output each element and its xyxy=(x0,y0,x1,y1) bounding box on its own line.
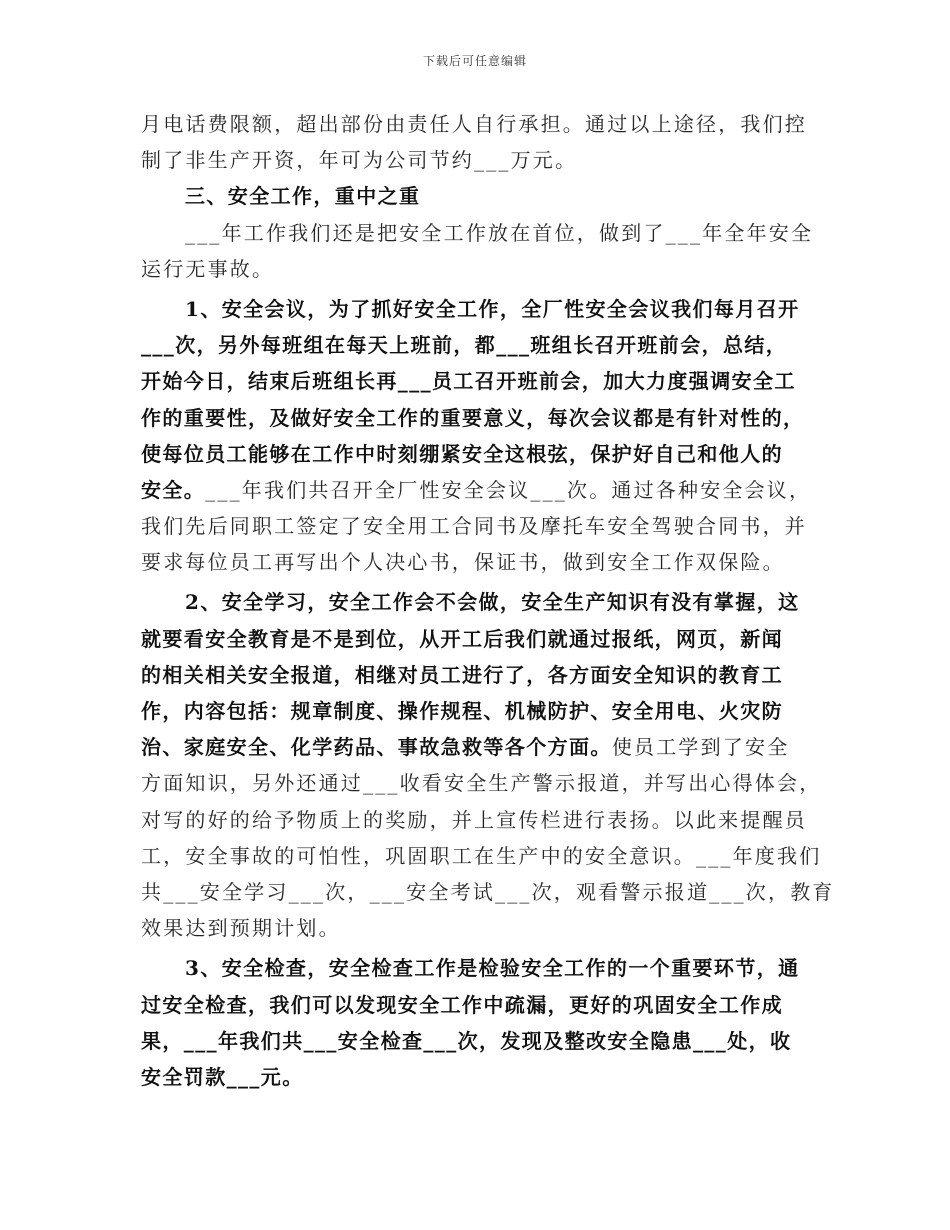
paragraph-line: 效果达到预期计划。 xyxy=(141,916,341,941)
paragraph-line: 的相关相关安全报道，相继对员工进行了，各方面安全知识的教育工 xyxy=(141,662,783,687)
section-heading: 三、安全工作，重中之重 xyxy=(185,184,421,209)
paragraph-line: 方面知识，另外还通过___收看安全生产警示报道，并写出心得体会， xyxy=(141,771,822,796)
paragraph-line: 月电话费限额，超出部份由责任人自行承担。通过以上途径，我们控 xyxy=(141,112,807,136)
paragraph-line: 2、安全学习，安全工作会不会做，安全生产知识有没有掌握，这 xyxy=(185,590,800,615)
paragraph-line: 工，安全事故的可怕性，巩固职工在生产中的安全意识。___年度我们 xyxy=(141,843,822,868)
paragraph-line-bold-part: 安全。 xyxy=(141,477,206,502)
paragraph-line xyxy=(141,472,813,508)
paragraph-line: 安全罚款___元。 xyxy=(141,1064,304,1089)
paragraph-line: 对写的好的给予物质上的奖励，并上宣传栏进行表扬。以此来提醒员 xyxy=(141,807,807,832)
paragraph-line: 果，___年我们共___安全检查___次，发现及整改安全隐患___处，收 xyxy=(141,1028,792,1053)
paragraph-line: 我们先后同职工签定了安全用工合同书及摩托车安全驾驶合同书，并 xyxy=(141,514,807,539)
paragraph-line-normal-part: 使员工学到了安全 xyxy=(611,735,790,760)
paragraph-line: 制了非生产开资，年可为公司节约___万元。 xyxy=(141,148,578,173)
paragraph-line: 作的重要性，及做好安全工作的重要意义，每次会议都是有针对性的， xyxy=(141,405,805,430)
paragraph-line: 运行无事故。 xyxy=(141,256,275,281)
paragraph-line: 作，内容包括：规章制度、操作规程、机械防护、安全用电、火灾防 xyxy=(141,699,783,723)
paragraph-line: 开始今日，结束后班组长再___员工召开班前会，加大力度强调安全工 xyxy=(141,369,796,394)
paragraph-line-normal-part: ___年我们共召开全厂性安全会议___次。通过各种安全会议， xyxy=(205,477,812,502)
header-note: 下载后可任意编辑 xyxy=(422,54,527,68)
paragraph-line xyxy=(141,729,813,765)
paragraph-line: ___次，另外每班组在每天上班前，都___班组长召开班前会，总结， xyxy=(141,333,788,358)
paragraph-line: 使每位员工能够在工作中时刻绷紧安全这根弦，保护好自己和他人的 xyxy=(141,441,783,466)
paragraph-line: 共___安全学习___次，___安全考试___次，观看警示报道___次，教育 xyxy=(141,879,835,904)
paragraph-line: 就要看安全教育是不是到位，从开工后我们就通过报纸，网页，新闻 xyxy=(141,626,783,651)
paragraph-line-bold-part: 治、家庭安全、化学药品、事故急救等各个方面。 xyxy=(141,735,612,760)
paragraph-line: ___年工作我们还是把安全工作放在首位，做到了___年全年安全 xyxy=(185,220,814,245)
paragraph-line: 1、安全会议，为了抓好安全工作，全厂性安全会议我们每月召开 xyxy=(185,296,800,321)
paragraph-line: 3、安全检查，安全检查工作是检验安全工作的一个重要环节，通 xyxy=(185,956,800,981)
document-body xyxy=(141,106,835,1095)
paragraph-line: 过安全检查，我们可以发现安全工作中疏漏，更好的巩固安全工作成 xyxy=(141,992,783,1017)
paragraph-line: 要求每位员工再写出个人决心书，保证书，做到安全工作双保险。 xyxy=(141,550,785,575)
